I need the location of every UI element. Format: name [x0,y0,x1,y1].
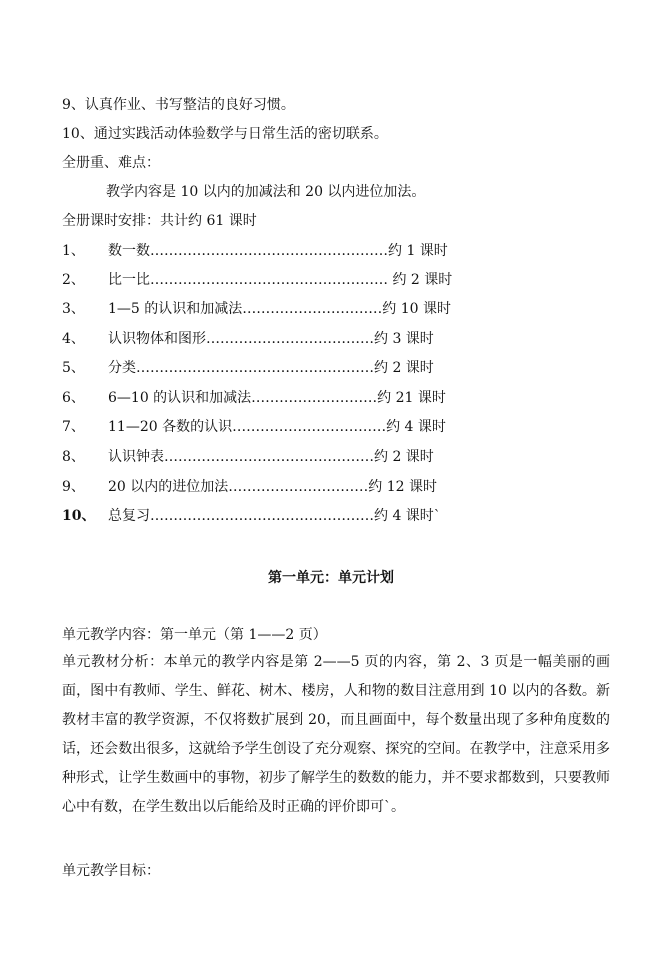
schedule-item-text: 总复习…………………………………………约 4 课时` [108,508,441,524]
schedule-item-number: 10、 [62,508,96,524]
goal-item-9: 9、认真作业、书写整洁的良好习惯。 [62,97,295,113]
goal-item-10: 10、通过实践活动体验数学与日常生活的密切联系。 [62,126,388,142]
schedule-item-text: 11—20 各数的认识……………………………约 4 课时 [108,419,446,435]
key-points-content: 教学内容是 10 以内的加减法和 20 以内进位加法。 [106,184,426,200]
schedule-item-text: 1—5 的认识和加减法…………………………约 10 课时 [108,301,451,317]
schedule-item-text: 数一数……………………………………………约 1 课时 [108,243,448,259]
schedule-item-text: 比一比…………………………………………… 约 2 课时 [108,272,453,288]
unit-title: 第一单元：单元计划 [268,570,394,586]
schedule-item-number: 4、 [62,331,85,347]
schedule-item-number: 7、 [62,419,85,435]
schedule-item-number: 3、 [62,301,85,317]
unit-goals-label: 单元教学目标： [62,863,160,879]
schedule-item-text: 分类……………………………………………约 2 课时 [108,360,434,376]
key-points-heading: 全册重、难点： [62,155,160,171]
schedule-item-number: 9、 [62,479,85,495]
unit-content-label: 单元教学内容：第一单元（第 1——2 页） [62,627,327,643]
schedule-item-text: 6—10 的认识和加减法………………………约 21 课时 [108,390,446,406]
schedule-item-number: 1、 [62,243,85,259]
schedule-item-number: 6、 [62,390,85,406]
schedule-item-text: 认识钟表………………………………………约 2 课时 [108,449,434,465]
schedule-item-text: 认识物体和图形………………………………约 3 课时 [108,331,434,347]
schedule-heading: 全册课时安排：共计约 61 课时 [62,213,257,229]
schedule-item-number: 2、 [62,272,85,288]
schedule-item-text: 20 以内的进位加法…………………………约 12 课时 [108,479,437,495]
unit-analysis-paragraph: 单元教材分析：本单元的教学内容是第 2——5 页的内容，第 2、3 页是一幅美丽的画面，图中有教师、学生、鲜花、树木、楼房，人和物的数目注意用到 10 以内的各数。新教材丰富的教学资源，不仅将数扩展到 20，而且画面中，每个数量出现了多种角度数的话，还会数出很多，这就给予学生创设了充分观察、探究的空间。在教学中，注意采用多种形式，让学生数画中的事物，初步了解学生的数数的能力，并不要求都数到，只要教师心中有数，在学生数出以后能给及时正确的评价即可`。 [62,654,610,815]
schedule-item-number: 5、 [62,360,85,376]
schedule-item-number: 8、 [62,449,85,465]
